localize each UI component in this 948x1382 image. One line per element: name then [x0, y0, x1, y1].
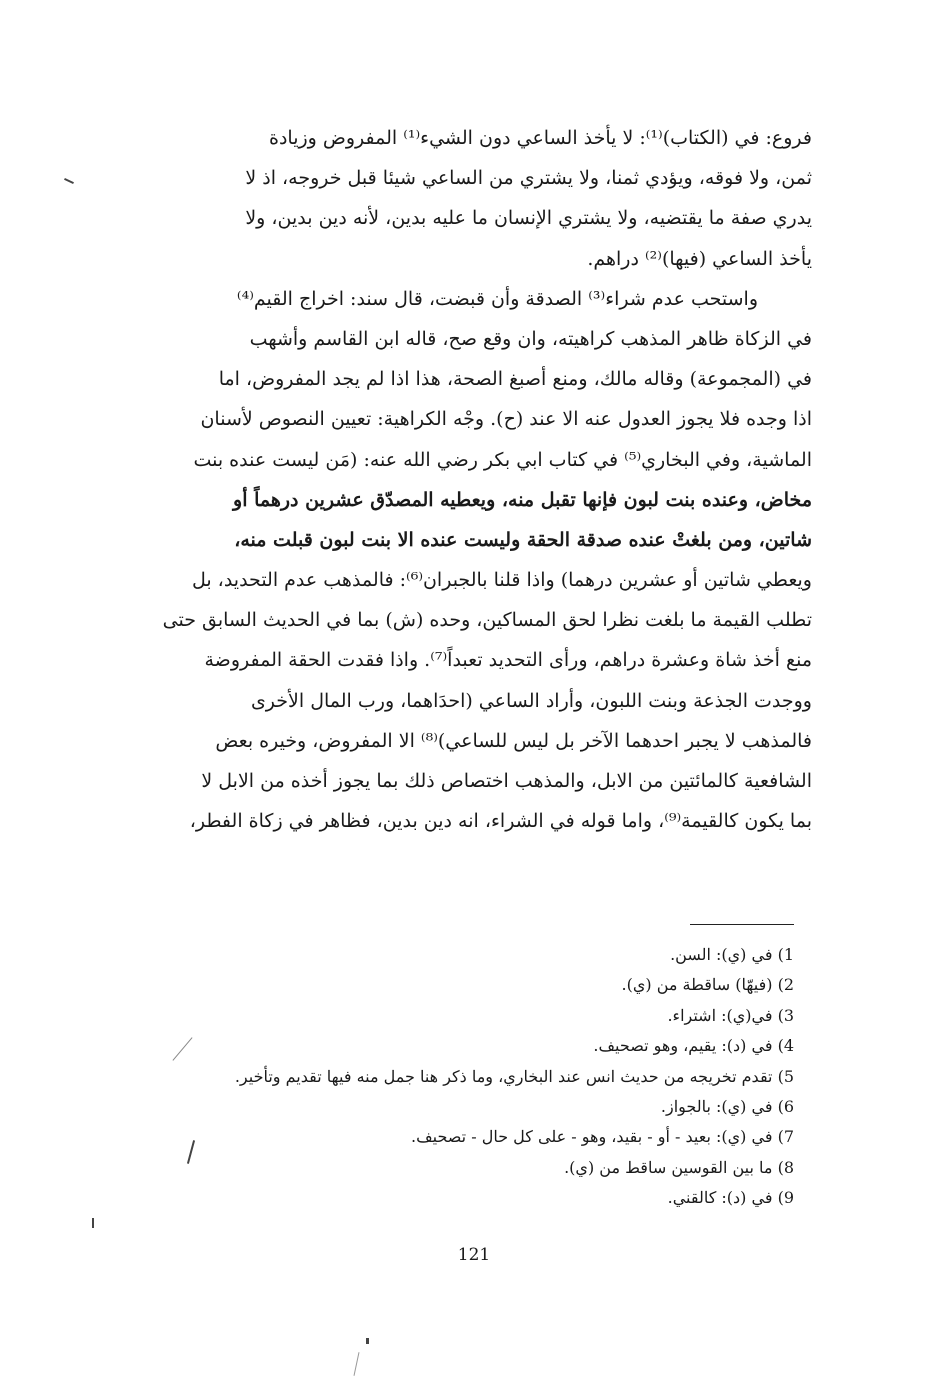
text-line: تطلب القيمة ما بلغت نظرا لحق المساكين، وحده (ش) بما في الحديث السابق حتى — [162, 609, 812, 632]
text-line: ثمن، ولا فوقه، ويؤدي ثمنا، ولا يشتري من الساعي شيئا قبل خروجه، اذ لا — [245, 167, 812, 190]
text-line-bold: مخاض، وعنده بنت لبون فإنها تقبل منه، ويعطيه المصدّق عشرين درهماً أو — [233, 488, 812, 511]
page-number: 121 — [457, 1245, 491, 1265]
scan-mark — [354, 1352, 360, 1376]
footnote: 8) ما بين القوسين ساقط من (ي). — [564, 1157, 794, 1177]
footnote: 3) في(ي): اشتراء. — [667, 1005, 794, 1025]
text-line-bold: شاتين، ومن بلغتْ عنده صدقة الحقة وليست عنده الا بنت لبون قبلت منه، — [234, 528, 812, 551]
text-line: ويعطي شاتين أو عشرين درهما) واذا قلنا بالجبران⁽⁶⁾: فالمذهب عدم التحديد، بل — [191, 569, 812, 592]
text-line: في (المجموعة) وقاله مالك، ومنع أصبغ الصحة، هذا اذا لم يجد المفروض، اما — [218, 368, 812, 391]
footnote: 7) في (ي): بعيد - أو - بقيد، وهو - على كل حال - تصحيف. — [410, 1127, 794, 1147]
footnote: 9) في (د): كالقني. — [667, 1188, 794, 1208]
text-line: يأخذ الساعي (فيها)⁽²⁾ دراهم. — [587, 247, 812, 270]
footnote: 4) في (د): يقيم، وهو تصحيف. — [593, 1036, 794, 1056]
footnote-divider — [690, 924, 794, 925]
text-line: منع أخذ شاة وعشرة دراهم، ورأى التحديد تعبداً⁽⁷⁾. واذا فقدت الحقة المفروضة — [204, 649, 812, 672]
text-line: واستحب عدم شراء⁽³⁾ الصدقة وأن قبضت، قال سند: اخراج القيم⁽⁴⁾ — [236, 287, 758, 310]
text-line: اذا وجده فلا يجوز العدول عنه الا عند (ح). وجْه الكراهية: تعيين النصوص لأسنان — [200, 408, 812, 431]
text-line: الشافعية كالمائتين من الابل، والمذهب اختصاص ذلك بما يجوز أخذه من الابل لا — [201, 770, 812, 792]
footnote: 2) (فيهّا) ساقطة من (ي). — [621, 975, 794, 995]
footnote: 1) في (ي): السن. — [670, 945, 794, 964]
text-line: فروع: في (الكتاب)⁽¹⁾: لا يأخذ الساعي دون الشيء⁽¹⁾ المفروض وزيادة — [268, 127, 812, 149]
text-line: يدري صفة ما يقتضيه، ولا يشتري الإنسان ما عليه بدين، لأنه دين بدين، ولا — [245, 207, 812, 230]
text-line: في الزكاة ظاهر المذهب كراهيته، وان وقع صح، قاله ابن القاسم وأشهب — [249, 327, 812, 350]
footnotes — [170, 940, 794, 1214]
main-text-block — [132, 118, 812, 841]
scan-mark — [92, 1218, 94, 1228]
scan-mark — [64, 178, 74, 184]
text-line: فالمذهب لا يجبر احدهما الآخر بل ليس للساعي)⁽⁸⁾ الا المفروض، وخيره بعض — [215, 729, 812, 752]
scan-mark — [366, 1338, 369, 1344]
footnote: 6) في (ي): بالجواز. — [660, 1096, 794, 1116]
text-line: الماشية، وفي البخاري⁽⁵⁾ في كتاب ابي بكر رضي الله عنه: (مَن ليست عنده بنت — [193, 448, 812, 471]
text-line: ووجدت الجذعة وبنت اللبون، وأراد الساعي (احدَاهما، ورب المال الأخرى — [250, 689, 812, 712]
text-line: بما يكون كالقيمة⁽⁹⁾، واما قوله في الشراء، انه دين بدين، فظاهر في زكاة الفطر، — [189, 810, 812, 833]
footnote: 5) تقدم تخريجه من حديث انس عند البخاري، وما ذكر هنا جمل منه فيها تقديم وتأخير. — [234, 1066, 794, 1086]
